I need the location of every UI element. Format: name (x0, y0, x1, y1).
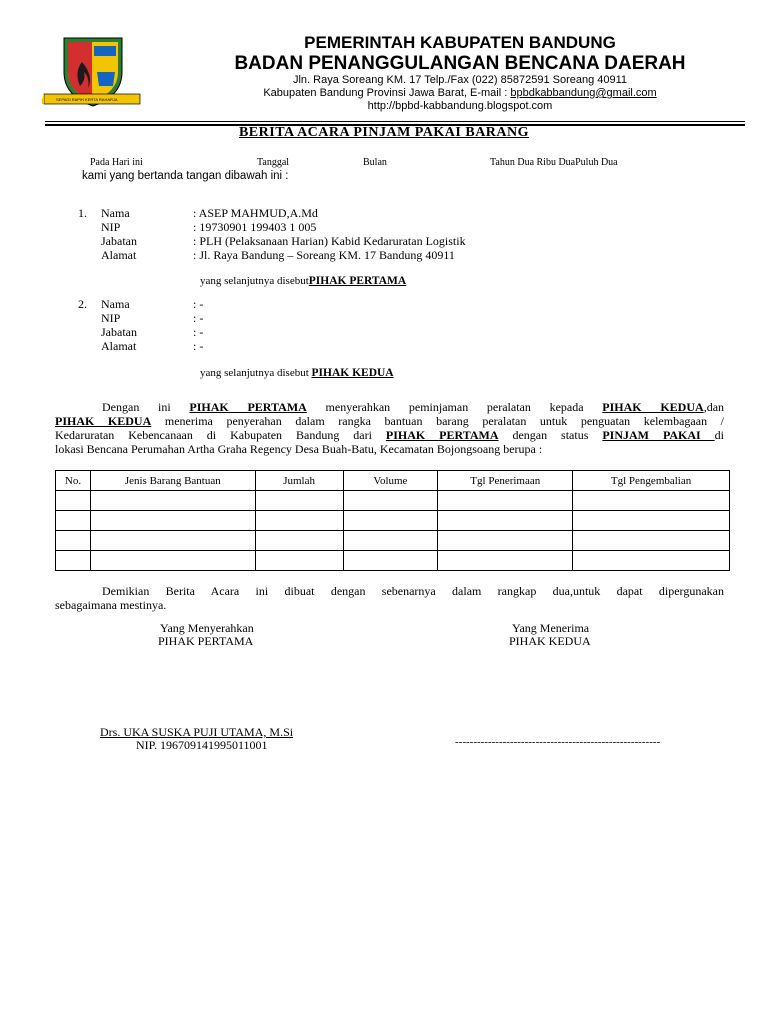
header-email-link[interactable]: bpbdkabbandung@gmail.com (510, 87, 657, 99)
table-cell[interactable] (90, 531, 255, 551)
header-address2-prefix: Kabupaten Bandung Provinsi Jawa Barat, E-mail : (263, 87, 511, 99)
table-cell[interactable] (573, 491, 730, 511)
paragraph-l1-pihak-pertama: PIHAK PERTAMA (189, 400, 307, 414)
party2-ref-name: PIHAK KEDUA (311, 367, 394, 379)
col-header-volume: Volume (343, 471, 438, 491)
party1-label-nip: NIP (101, 220, 121, 234)
paragraph-line4: lokasi Bencana Perumahan Artha Graha Regency Desa Buah-Batu, Kecamatan Bojongsoang berupa : (55, 442, 543, 456)
paragraph-l2-pihak-kedua: PIHAK KEDUA (55, 414, 152, 428)
col-header-tgl-pengembalian: Tgl Pengembalian (573, 471, 730, 491)
party1-number: 1. (78, 206, 87, 220)
table-row (56, 551, 730, 571)
paragraph-line1 (55, 400, 724, 414)
table-header-row (56, 471, 730, 491)
party1-value-alamat: : Jl. Raya Bandung – Soreang KM. 17 Bandung 40911 (193, 248, 455, 262)
paragraph-l3-text-a: Kedaruratan Kebencanaan di Kabupaten Bandung dari (55, 428, 386, 442)
table-cell[interactable] (56, 511, 91, 531)
header-line2: BADAN PENANGGULANGAN BENCANA DAERAH (234, 53, 686, 74)
paragraph-line2 (55, 414, 724, 428)
table-cell[interactable] (255, 491, 343, 511)
table-cell[interactable] (90, 491, 255, 511)
right-signer-role: Yang Menerima (512, 621, 590, 635)
table-cell[interactable] (573, 511, 730, 531)
col-header-no: No. (56, 471, 91, 491)
left-signer-name: Drs. UKA SUSKA PUJI UTAMA, M.Si (100, 725, 294, 739)
party1-label-jabatan: Jabatan (101, 234, 137, 248)
table-cell[interactable] (343, 511, 438, 531)
logo (42, 32, 142, 112)
party2-label-alamat: Alamat (101, 339, 137, 353)
table-cell[interactable] (573, 551, 730, 571)
document-title: BERITA ACARA PINJAM PAKAI BARANG (238, 125, 530, 140)
paragraph-l3-pihak-pertama: PIHAK PERTAMA (385, 428, 499, 442)
header-line1: PEMERINTAH KABUPATEN BANDUNG (304, 33, 616, 52)
table-cell[interactable] (56, 531, 91, 551)
table-cell[interactable] (343, 491, 438, 511)
paragraph-l3-pinjam-pakai: PINJAM PAKAI (602, 428, 715, 442)
table-row (56, 531, 730, 551)
table-cell[interactable] (255, 551, 343, 571)
party1-value-jabatan: : PLH (Pelaksanaan Harian) Kabid Kedaruratan Logistik (193, 234, 466, 248)
party1-labels (101, 206, 137, 262)
table-cell[interactable] (438, 491, 573, 511)
party2-label-nip: NIP (101, 311, 121, 325)
paragraph-l1-text-c: menyerahkan peminjaman peralatan kepada (306, 400, 603, 414)
party1-values (193, 206, 466, 262)
header-address2 (160, 87, 760, 99)
table-cell[interactable] (343, 551, 438, 571)
party2-values (193, 297, 203, 353)
party2-labels (101, 297, 137, 353)
closing-line1: Demikian Berita Acara ini dibuat dengan sebenarnya dalam rangkap dua,untuk dapat dipergunakan (102, 584, 724, 598)
party2-ref-prefix: yang selanjutnya disebut (200, 367, 312, 379)
header-website: http://bpbd-kabbandung.blogspot.com (367, 100, 553, 112)
col-header-jenis: Jenis Barang Bantuan (90, 471, 255, 491)
party1-value-nama: : ASEP MAHMUD,A.Md (193, 206, 318, 220)
right-signature-line: -------------------------------------------------------- (455, 736, 661, 748)
table-cell[interactable] (90, 511, 255, 531)
date-bulan: Bulan (363, 157, 387, 168)
paragraph-l2-text: menerima penyerahan dalam rangka bantuan barang peralatan untuk penguatan kelembagaan / (151, 414, 724, 428)
logo-ribbon-text: SEPAGI RAPIH KERTA RAHARJA (56, 97, 118, 102)
table-cell[interactable] (90, 551, 255, 571)
right-signer-party: PIHAK KEDUA (509, 634, 591, 648)
paragraph-l1-pihak-kedua: PIHAK KEDUA (602, 400, 704, 414)
intro-text: kami yang bertanda tangan dibawah ini : (82, 170, 289, 182)
party1-label-nama: Nama (101, 206, 130, 220)
left-signer-party: PIHAK PERTAMA (158, 634, 254, 648)
items-table (55, 470, 730, 571)
date-tahun: Tahun Dua Ribu DuaPuluh Dua (490, 157, 618, 168)
table-row (56, 491, 730, 511)
paragraph-l3-text-c: dengan status (498, 428, 603, 442)
table-cell[interactable] (438, 531, 573, 551)
party1-reference (200, 275, 406, 287)
closing-line2: sebagaimana mestinya. (55, 598, 167, 612)
date-hari: Pada Hari ini (90, 157, 143, 168)
party2-reference (200, 367, 394, 379)
party2-label-nama: Nama (101, 297, 130, 311)
table-cell[interactable] (56, 551, 91, 571)
table-cell[interactable] (343, 531, 438, 551)
party2-value-jabatan: : - (193, 325, 204, 339)
party1-value-nip: : 19730901 199403 1 005 (193, 220, 317, 234)
col-header-jumlah: Jumlah (255, 471, 343, 491)
header-rule-thin (45, 121, 745, 122)
party2-value-nama: : - (193, 297, 204, 311)
table-cell[interactable] (573, 531, 730, 551)
table-cell[interactable] (255, 531, 343, 551)
party1-label-alamat: Alamat (101, 248, 137, 262)
table-row (56, 511, 730, 531)
paragraph-line3 (55, 428, 724, 442)
party2-value-nip: : - (193, 311, 204, 325)
party2-value-alamat: : - (193, 339, 204, 353)
paragraph-l1-text-e: ,dan (703, 400, 725, 414)
party2-label-jabatan: Jabatan (101, 325, 137, 339)
left-signer-nip: NIP. 196709141995011001 (136, 738, 268, 752)
date-tanggal: Tanggal (257, 157, 290, 168)
party2-number: 2. (78, 297, 87, 311)
table-cell[interactable] (255, 511, 343, 531)
paragraph-l3-text-e: di (714, 428, 725, 442)
col-header-tgl-penerimaan: Tgl Penerimaan (438, 471, 573, 491)
header-address: Jln. Raya Soreang KM. 17 Telp./Fax (022) 85872591 Soreang 40911 (292, 74, 628, 86)
paragraph-l1-text-a: Dengan ini (102, 400, 190, 414)
table-cell[interactable] (438, 511, 573, 531)
table-cell[interactable] (56, 491, 91, 511)
table-cell[interactable] (438, 551, 573, 571)
party1-ref-name: PIHAK PERTAMA (308, 275, 407, 287)
party1-ref-prefix: yang selanjutnya disebut (200, 275, 309, 287)
left-signer-role: Yang Menyerahkan (160, 621, 254, 635)
